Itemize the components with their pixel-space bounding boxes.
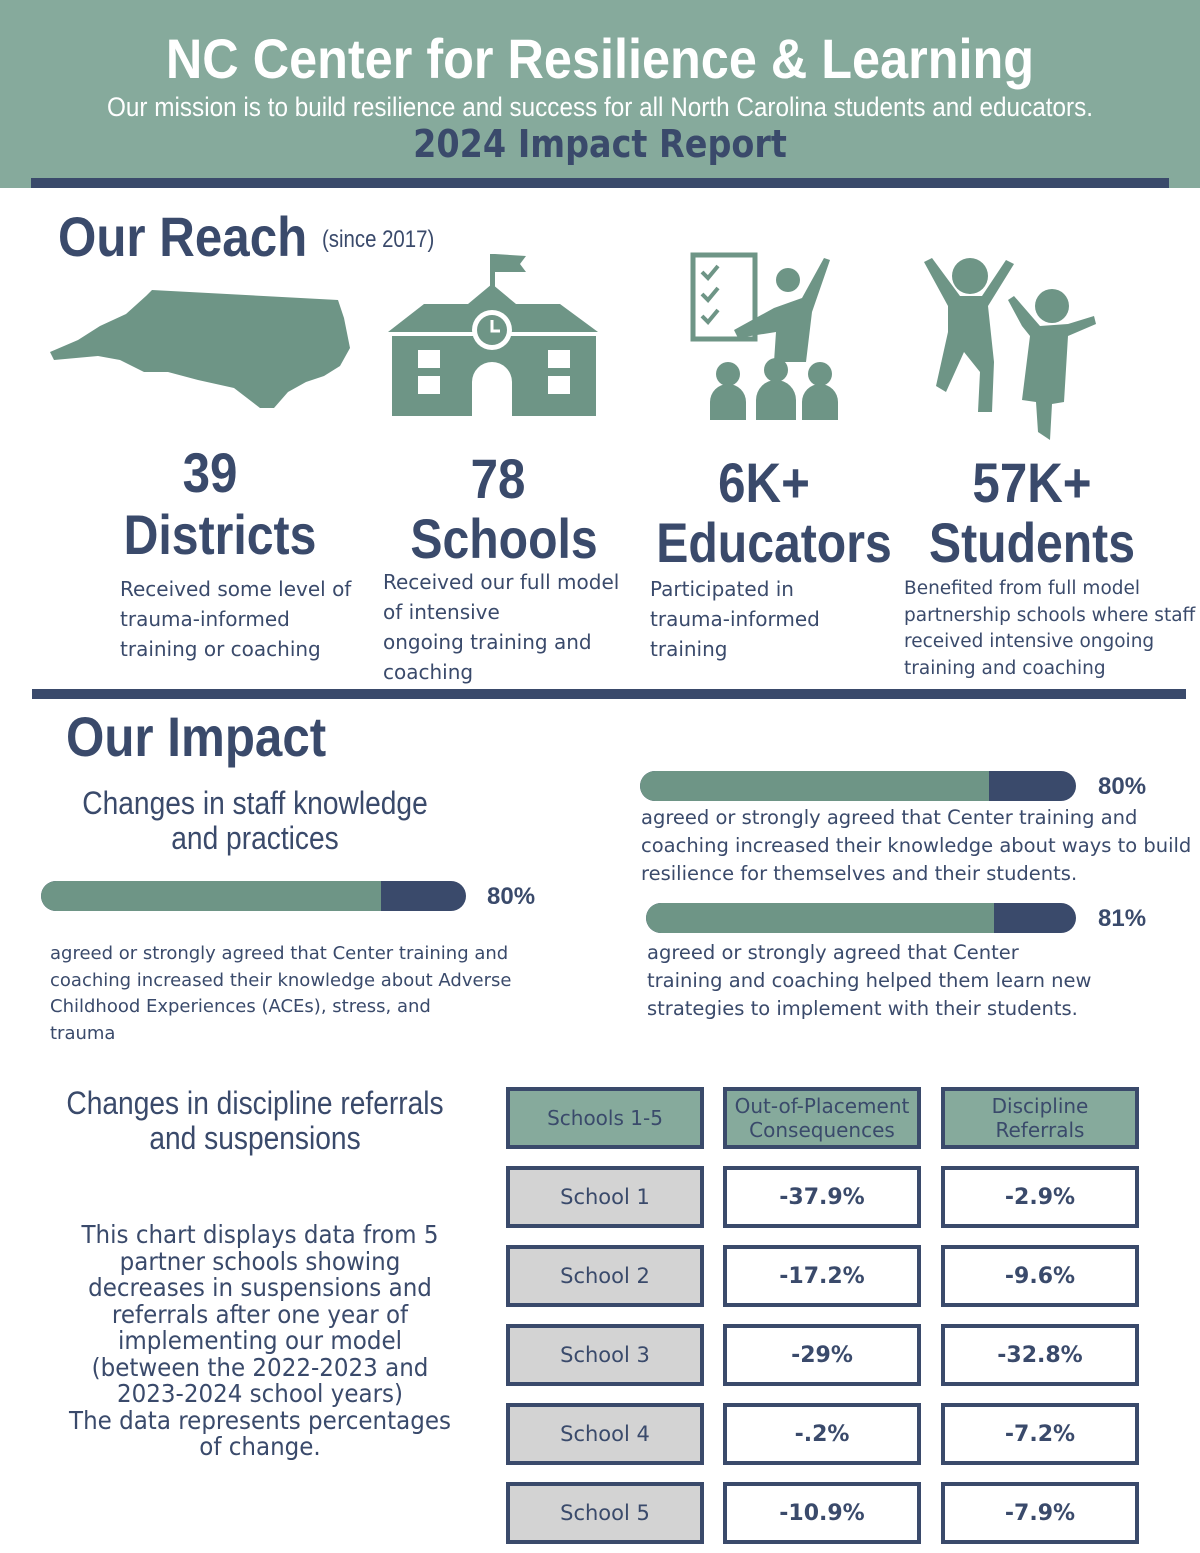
table-cell-referrals: -7.9% bbox=[941, 1482, 1139, 1544]
educators-desc: Participated in trauma-informed training bbox=[650, 577, 820, 661]
reach-divider bbox=[32, 689, 1186, 699]
knowledge-heading: Changes in staff knowledge and practices bbox=[82, 785, 428, 856]
knowledge-aces-desc: agreed or strongly agreed that Center training and coaching increased their knowledge about Adverse Childhood Experiences (ACEs), stress, and trauma bbox=[50, 943, 512, 1044]
knowledge-aces-percent: 80% bbox=[487, 883, 536, 910]
chart-description: This chart displays data from 5 partner schools showing decreases in suspensions and referrals after one year of implementing our model (between the 2022-2023 and 2023-2024 school years) The data represents percentages of change. bbox=[69, 1220, 451, 1461]
table-cell-oop: -17.2% bbox=[723, 1245, 921, 1307]
report-title: 2024 Impact Report bbox=[413, 122, 787, 166]
table-header-discipline-referrals: Discipline Referrals bbox=[941, 1087, 1139, 1149]
table-header-schools: Schools 1-5 bbox=[506, 1087, 704, 1149]
school-building-icon bbox=[388, 252, 600, 418]
knowledge-aces-bar bbox=[41, 881, 466, 911]
teacher-presenting-icon bbox=[690, 252, 842, 424]
header-divider bbox=[31, 178, 1169, 188]
table-cell-school: School 5 bbox=[506, 1482, 704, 1544]
students-desc: Benefited from full model partnership schools where staff received intensive ongoing training and coaching bbox=[904, 578, 1196, 679]
new-strategies-percent: 81% bbox=[1098, 905, 1147, 932]
table-cell-referrals: -9.6% bbox=[941, 1245, 1139, 1307]
table-cell-school: School 1 bbox=[506, 1166, 704, 1228]
reach-since: (since 2017) bbox=[322, 226, 435, 253]
educators-number: 6K+ bbox=[718, 451, 810, 514]
districts-number: 39 bbox=[182, 441, 238, 504]
knowledge-aces-bar-fill bbox=[41, 881, 381, 911]
table-cell-oop: -29% bbox=[723, 1324, 921, 1386]
table-cell-school: School 2 bbox=[506, 1245, 704, 1307]
table-header-out-of-placement: Out-of-Placement Consequences bbox=[723, 1087, 921, 1149]
table-cell-school: School 3 bbox=[506, 1324, 704, 1386]
new-strategies-bar-fill bbox=[646, 903, 994, 933]
districts-label: Districts bbox=[123, 503, 317, 566]
districts-desc: Received some level of trauma-informed training or coaching bbox=[120, 577, 352, 661]
north-carolina-map-icon bbox=[48, 288, 358, 413]
impact-title: Our Impact bbox=[66, 705, 327, 768]
table-cell-oop: -10.9% bbox=[723, 1482, 921, 1544]
table-cell-referrals: -2.9% bbox=[941, 1166, 1139, 1228]
schools-number: 78 bbox=[470, 447, 526, 510]
knowledge-resilience-desc: agreed or strongly agreed that Center training and coaching increased their knowledge about ways to build resilience for themselves and their students. bbox=[641, 806, 1192, 885]
students-number: 57K+ bbox=[972, 451, 1092, 514]
new-strategies-bar bbox=[646, 903, 1076, 933]
mission-statement: Our mission is to build resilience and success for all North Carolina students and educators. bbox=[107, 92, 1093, 122]
knowledge-resilience-bar-fill bbox=[640, 771, 989, 801]
schools-desc: Received our full model of intensive ongoing training and coaching bbox=[383, 570, 620, 684]
header-banner bbox=[0, 0, 1200, 188]
table-cell-referrals: -32.8% bbox=[941, 1324, 1139, 1386]
table-cell-oop: -37.9% bbox=[723, 1166, 921, 1228]
knowledge-resilience-bar bbox=[640, 771, 1076, 801]
children-jumping-icon bbox=[918, 252, 1098, 442]
table-cell-referrals: -7.2% bbox=[941, 1403, 1139, 1465]
educators-label: Educators bbox=[656, 511, 892, 574]
table-cell-school: School 4 bbox=[506, 1403, 704, 1465]
knowledge-resilience-percent: 80% bbox=[1098, 773, 1147, 800]
new-strategies-desc: agreed or strongly agreed that Center training and coaching helped them learn new strategies to implement with their students. bbox=[647, 941, 1092, 1020]
discipline-heading: Changes in discipline referrals and suspensions bbox=[66, 1085, 444, 1156]
schools-label: Schools bbox=[410, 507, 598, 570]
students-label: Students bbox=[928, 511, 1136, 574]
table-cell-oop: -.2% bbox=[723, 1403, 921, 1465]
reach-title: Our Reach bbox=[58, 205, 308, 268]
page-title: NC Center for Resilience & Learning bbox=[165, 27, 1035, 90]
